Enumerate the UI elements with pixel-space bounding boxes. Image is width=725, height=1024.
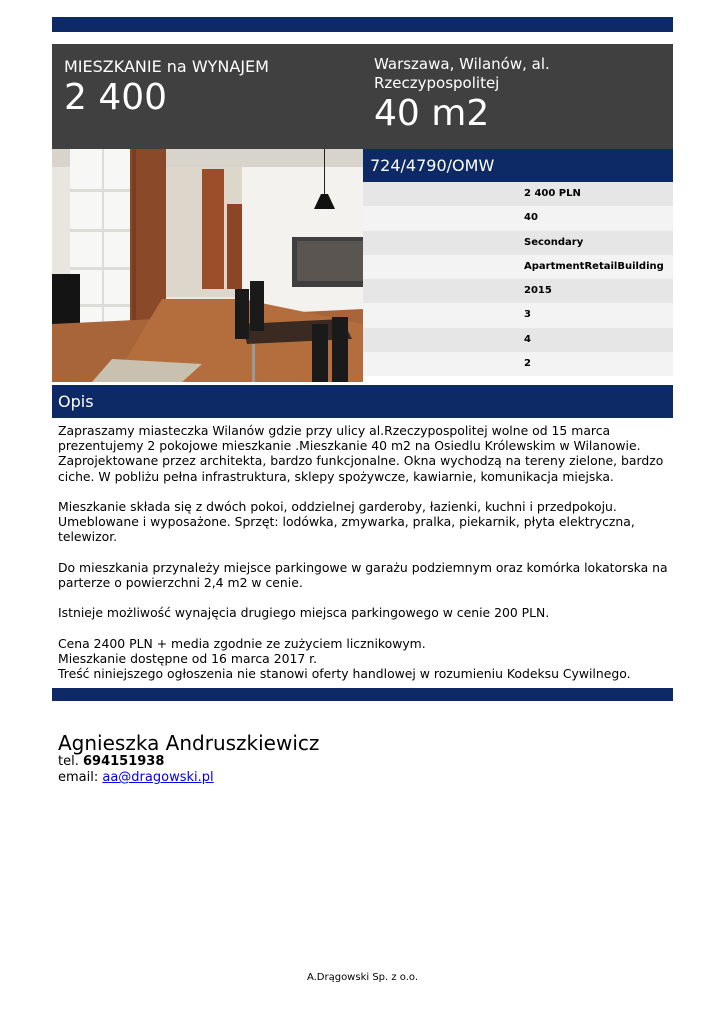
detail-row-area: 40: [363, 206, 673, 230]
detail-row-rooms: 2: [363, 352, 673, 376]
detail-row-year: 2015: [363, 279, 673, 303]
listing-price: 2 400: [64, 77, 168, 118]
listing-header: [52, 44, 673, 149]
agent-email-link[interactable]: aa@dragowski.pl: [102, 770, 214, 785]
footer-company: A.Drągowski Sp. z o.o.: [306, 972, 419, 983]
detail-row-4: 4: [363, 328, 673, 352]
listing-area: 40 m2: [374, 93, 490, 134]
agent-email-label: email:: [58, 770, 99, 785]
agent-email: [58, 770, 214, 785]
apartment-photo: [52, 149, 363, 382]
description-heading: Opis: [52, 385, 673, 418]
agent-phone-label: tel.: [58, 754, 79, 769]
listing-type: MIESZKANIE na WYNAJEM: [64, 57, 269, 76]
listing-location: Warszawa, Wilanów, al. Rzeczypospolitej: [374, 55, 550, 92]
bottom-accent-bar: [52, 688, 673, 701]
reference-number: 724/4790/OMW: [363, 149, 673, 182]
detail-row-price: 2 400 PLN: [363, 182, 673, 206]
agent-phone-number: 694151938: [82, 754, 165, 769]
top-accent-bar: [52, 17, 673, 32]
agent-name: Agnieszka Andruszkiewicz: [58, 731, 320, 755]
details-table: [363, 182, 673, 376]
detail-row-3: 3: [363, 303, 673, 327]
detail-row-market: Secondary: [363, 231, 673, 255]
detail-row-building-type: ApartmentRetailBuilding: [363, 255, 673, 279]
agent-phone: [58, 754, 164, 769]
description-text: Zapraszamy miasteczka Wilanów gdzie przy ulicy al.Rzeczypospolitej wolne od 15 marca prezentujemy 2 pokojowe mieszkanie .Mieszkanie 40 m2 na Osiedlu Królewskim w Wilanowie. Zaprojektowane przez architekta, bardzo funkcjonalne. Okna wychodzą na tereny zielone, bardzo ciche. W pobliżu pełna infrastruktura, sklepy spożywcze, kawiarnie, komunikacja miejska. Mieszkanie składa się z dwóch pokoi, oddzielnej garderoby, łazienki, kuchni i przedpokoju. Umeblowane i wyposażone. Sprzęt: lodówka, zmywarka, pralka, piekarnik, płyta elektryczna, telewizor. Do mieszkania przynależy miejsce parkingowe w garażu podziemnym oraz komórka lokatorska na parterze o powierzchni 2,4 m2 w cenie. Istnieje możliwość wynajęcia drugiego miejsca parkingowego w cenie 200 PLN. Cena 2400 PLN + media zgodnie ze zużyciem licznikowym. Mieszkanie dostępne od 16 marca 2017 r. Treść niniejszego ogłoszenia nie stanowi oferty handlowej w rozumieniu Kodeksu Cywilnego.: [58, 423, 668, 682]
